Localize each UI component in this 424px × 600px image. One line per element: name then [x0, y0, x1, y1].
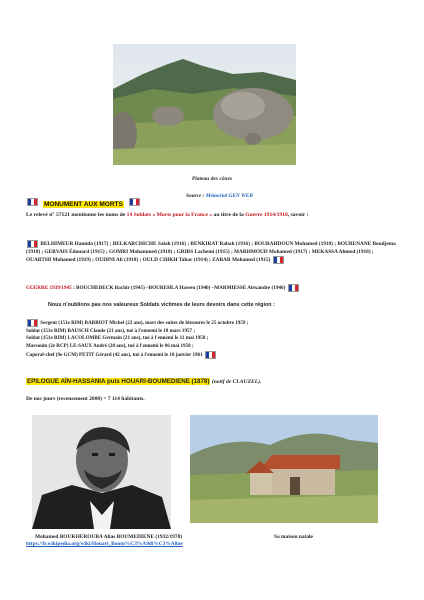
- house-caption: Sa maison natale: [274, 534, 313, 540]
- soldier-text: Caporal-chef (9e GCM) PETIT Gérard (42 ans), tué à l'ennemi le 10 janvier 1961: [26, 351, 203, 358]
- soldiers-list: [26, 319, 406, 359]
- releve-text-1: Le relevé n° 57121 mentionne les noms de: [26, 212, 127, 218]
- french-flag-icon: [27, 198, 38, 206]
- source-label: Source :: [186, 193, 205, 199]
- releve-text-3: , savoir :: [287, 212, 309, 218]
- plateau-caption: Plateau des cônes: [191, 176, 233, 182]
- releve-war: Guerre 1914/1918: [245, 212, 288, 218]
- names-1914-1918: [26, 240, 400, 265]
- guerre-1939-line: [26, 284, 406, 293]
- french-flag-icon: [205, 351, 216, 359]
- population-line: De nos jours (recensement 2008) = 7 114 habitants.: [26, 396, 145, 402]
- releve-text-2: au titre de la: [212, 212, 246, 218]
- soldier-text: Soldat (151e RIM) BAUSCH Claude (21 ans), tué à l'ennemi le 18 mars 1957 ;: [26, 327, 196, 334]
- wikipedia-link[interactable]: https://fr.wikipedia.org/wiki/Houari_Boum%C3%A9di%C3%A8ne: [26, 541, 183, 547]
- soldier-row: [26, 343, 406, 351]
- house-photo: [190, 415, 378, 523]
- epilogue-note: (notif de CLAUZEL).: [210, 379, 262, 385]
- monument-title: MONUMENT AUX MORTS: [44, 201, 123, 208]
- guerre-1939-label: GUERRE 1939/1945: [26, 285, 72, 292]
- french-flag-icon: [273, 256, 284, 264]
- releve-paragraph: [26, 212, 398, 219]
- boumediene-portrait-photo: [32, 415, 171, 529]
- soldier-row: [26, 319, 406, 328]
- oublions-line: Nous n'oublions pas nos valeureux Soldats victimes de leurs devoirs dans cette région :: [48, 302, 275, 308]
- french-flag-icon: [129, 198, 140, 206]
- epilogue-title: EPILOGUE AÏN-HASSANIA puis HOUARI-BOUMEDIENE (1878): [27, 378, 210, 385]
- guerre-1939-names: : BOUCHEDECK Bachir (1945) –BOUREHLA Hassen (1940) –MARMIESSE Alexandre (1946): [71, 285, 286, 292]
- person-caption: Mohamed BOUKHEROUBA Alias BOUMEDIENE (1932/1978): [35, 534, 183, 540]
- soldier-text: Soldat (151e RIM) LACOLOMBE Germain (21 ans), tué à l'ennemi le 11 mai 1958 ;: [26, 335, 209, 342]
- monument-header: [26, 193, 406, 208]
- plateau-photo: [113, 44, 296, 165]
- source-link[interactable]: Mémorial GEN WEB: [205, 193, 253, 199]
- epilogue-line: [26, 378, 406, 386]
- monument-source: [186, 193, 253, 199]
- french-flag-icon: [27, 240, 38, 248]
- french-flag-icon: [27, 319, 38, 327]
- names-1914-text: BELHIMEUR Hamida (1917) ; BELKARCHICHE Salah (1916) ; BENKIRAT Rabah (1916) ; BOURAHDOUN Mohamed (1918) ; BOURENANE Boudjema (1918) ; GERVAIS Édouard (1915) ; GOMRI Mohammed (1918) ; GRIBS Lachemi (1915) ; MARHMOUD Mohamed (1917) ; MEKASSA Ahmed (1918) ; OUARTHI Mohamed (1919) ; OUDINI Ali (1918) ; OULD CHIKH Tahar (1914) ; ZABAR Mohamed (1915): [26, 241, 396, 264]
- soldier-row: [26, 335, 406, 343]
- soldier-row: [26, 351, 406, 360]
- releve-count: 14 Soldats « Morts pour la France »: [126, 212, 213, 218]
- french-flag-icon: [288, 284, 299, 292]
- soldier-text: Marsouin (2e RCP) LE-SAUX André (20 ans), tué à l'ennemi le 06 mai 1958 ;: [26, 342, 194, 349]
- soldier-text: Sergent (151e RIM) BARBIOT Michel (22 ans), mort des suites de blessures le 25 octobre 1959 ;: [40, 320, 249, 327]
